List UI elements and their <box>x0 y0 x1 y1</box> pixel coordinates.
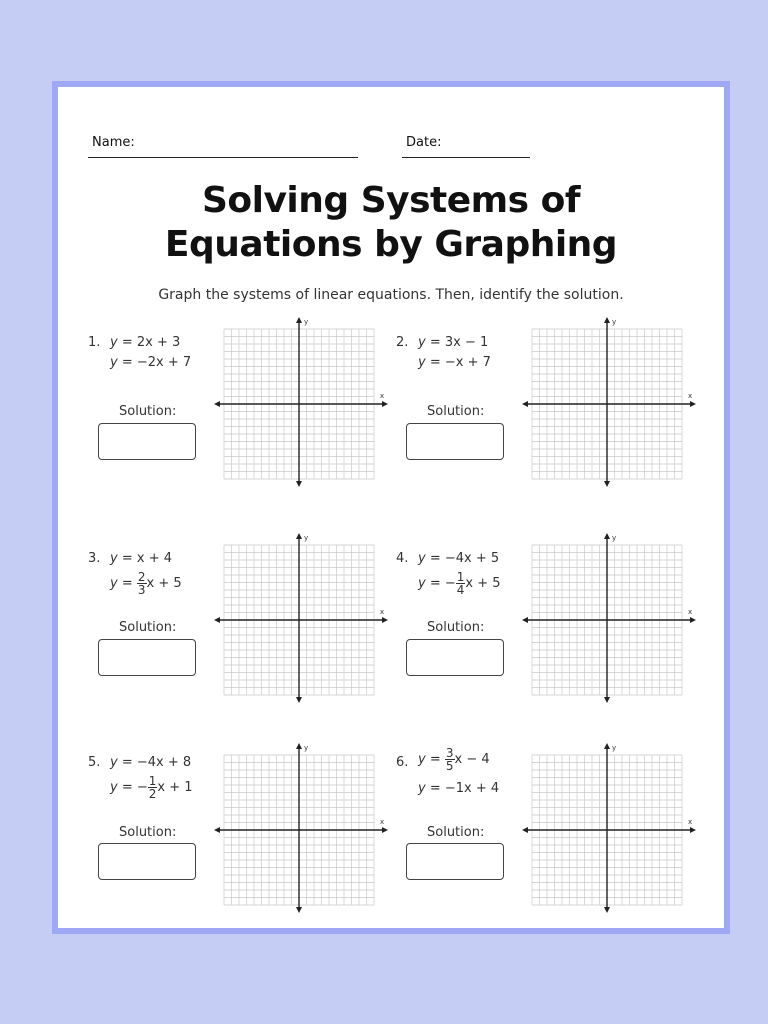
name-label: Name: <box>92 135 135 150</box>
y-axis-arrow-up <box>296 743 302 749</box>
x-axis-label: x <box>688 608 693 616</box>
y-axis-label: y <box>304 744 309 752</box>
x-axis-arrow-left <box>214 401 220 407</box>
y-axis-label: y <box>304 534 309 542</box>
equation-2: y = −2x + 7 <box>110 355 192 370</box>
x-axis-label: x <box>688 818 693 826</box>
equation-1: y = 2x + 3 <box>110 335 181 350</box>
x-axis-label: x <box>380 818 385 826</box>
y-axis-label: y <box>612 534 617 542</box>
y-axis-label: y <box>612 744 617 752</box>
equation-2: y = −x + 7 <box>418 355 491 370</box>
y-axis-arrow-up <box>604 317 610 323</box>
y-axis-arrow-down <box>296 907 302 913</box>
x-axis-label: x <box>380 608 385 616</box>
x-axis-arrow-left <box>522 401 528 407</box>
y-axis-arrow-down <box>604 907 610 913</box>
x-axis-arrow-right <box>382 401 388 407</box>
x-axis-arrow-left <box>522 617 528 623</box>
solution-box[interactable] <box>406 423 504 460</box>
y-axis-arrow-up <box>296 533 302 539</box>
solution-label: Solution: <box>427 404 485 419</box>
name-field[interactable] <box>88 135 358 158</box>
page-title <box>58 179 724 267</box>
equation-2: y = −1x + 4 <box>418 781 500 796</box>
problem-number: 6. <box>396 755 409 770</box>
x-axis-arrow-right <box>382 617 388 623</box>
x-axis-label: x <box>380 392 385 400</box>
problem-number: 1. <box>88 335 101 350</box>
y-axis-arrow-down <box>296 481 302 487</box>
equation-1: y = −4x + 5 <box>418 551 500 566</box>
date-field[interactable] <box>402 135 530 158</box>
worksheet-page <box>52 81 730 934</box>
coordinate-grid[interactable] <box>522 317 698 487</box>
equation-1: y = −4x + 8 <box>110 755 192 770</box>
problem-number: 2. <box>396 335 409 350</box>
problem-6 <box>396 744 716 947</box>
y-axis-label: y <box>612 318 617 326</box>
solution-label: Solution: <box>427 620 485 635</box>
problem-5 <box>88 744 408 947</box>
x-axis-arrow-left <box>522 827 528 833</box>
solution-label: Solution: <box>119 620 177 635</box>
y-axis-arrow-up <box>604 743 610 749</box>
title-line-1: Solving Systems of <box>201 180 581 221</box>
equation-1: y = $\frac{3}{5}$ x − 4 <box>418 746 490 773</box>
solution-label: Solution: <box>119 404 177 419</box>
y-axis-label: y <box>304 318 309 326</box>
equation-2: y = $\frac{2}{3}$ x + 5 <box>110 570 182 597</box>
solution-box[interactable] <box>406 843 504 880</box>
solution-box[interactable] <box>98 639 196 676</box>
date-label: Date: <box>406 135 442 150</box>
coordinate-grid[interactable] <box>214 743 390 913</box>
coordinate-grid[interactable] <box>214 533 390 703</box>
equation-2: y = − $\frac{1}{4}$ x + 5 <box>418 570 501 597</box>
y-axis-arrow-up <box>296 317 302 323</box>
solution-label: Solution: <box>427 825 485 840</box>
equation-1: y = 3x − 1 <box>418 335 489 350</box>
coordinate-grid[interactable] <box>522 743 698 913</box>
coordinate-grid[interactable] <box>214 317 390 487</box>
x-axis-arrow-right <box>690 401 696 407</box>
solution-box[interactable] <box>406 639 504 676</box>
x-axis-label: x <box>688 392 693 400</box>
problem-4 <box>396 534 716 743</box>
x-axis-arrow-right <box>382 827 388 833</box>
y-axis-arrow-up <box>604 533 610 539</box>
solution-box[interactable] <box>98 423 196 460</box>
equation-2: y = − $\frac{1}{2}$ x + 1 <box>110 774 193 801</box>
y-axis-arrow-down <box>296 697 302 703</box>
solution-box[interactable] <box>98 843 196 880</box>
solution-label: Solution: <box>119 825 177 840</box>
title-line-2: Equations by Graphing <box>164 224 618 265</box>
problem-number: 3. <box>88 551 101 566</box>
problem-1 <box>88 318 408 527</box>
instructions-text: Graph the systems of linear equations. Then, identify the solution. <box>158 287 624 303</box>
problem-number: 5. <box>88 755 101 770</box>
x-axis-arrow-right <box>690 617 696 623</box>
x-axis-arrow-left <box>214 827 220 833</box>
problem-2 <box>396 318 716 527</box>
coordinate-grid[interactable] <box>522 533 698 703</box>
x-axis-arrow-left <box>214 617 220 623</box>
problem-3 <box>88 534 408 743</box>
y-axis-arrow-down <box>604 697 610 703</box>
y-axis-arrow-down <box>604 481 610 487</box>
equation-1: y = x + 4 <box>110 551 172 566</box>
x-axis-arrow-right <box>690 827 696 833</box>
problem-number: 4. <box>396 551 409 566</box>
